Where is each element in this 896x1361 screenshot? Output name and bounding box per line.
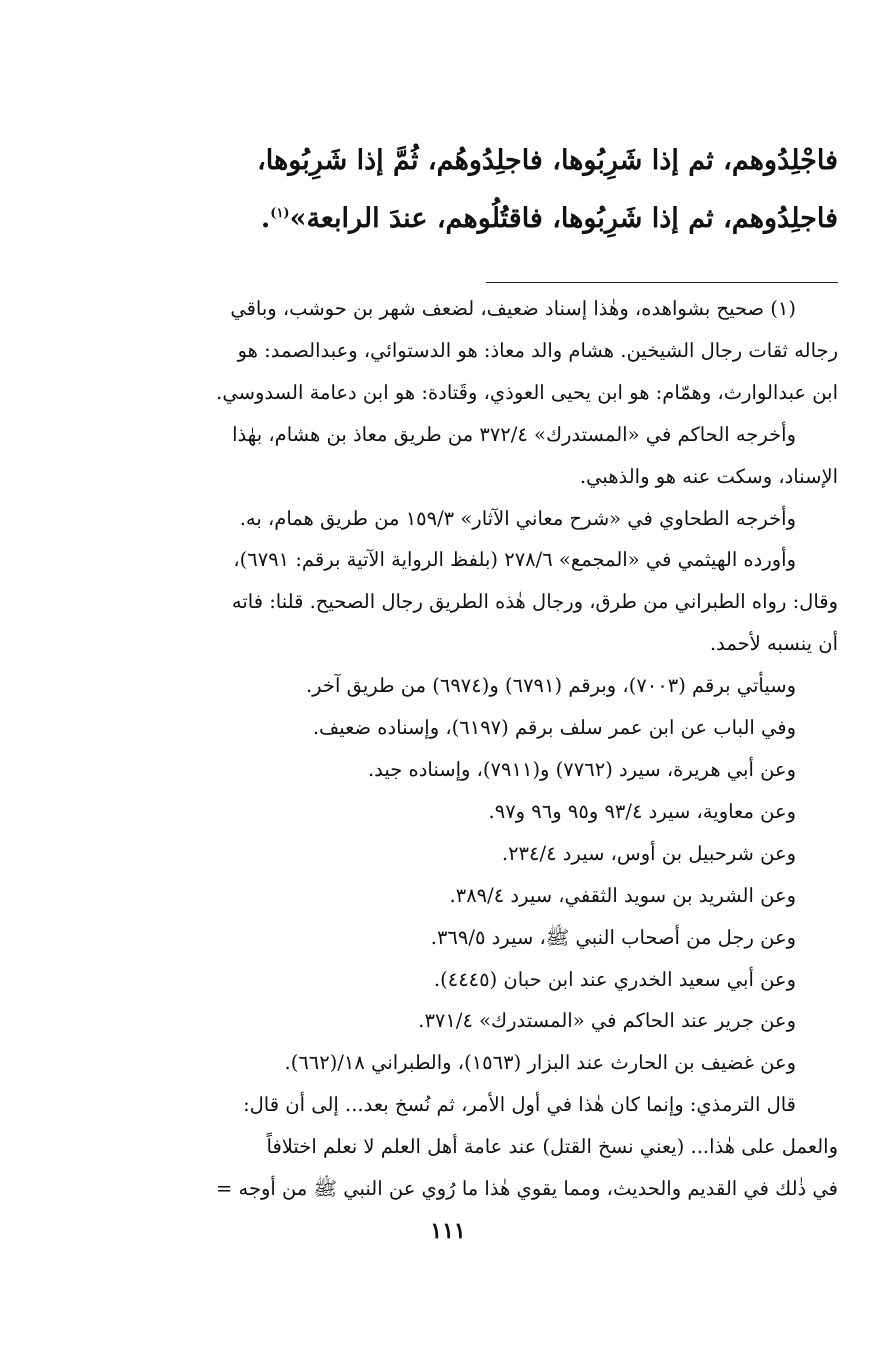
footnote-divider (486, 282, 838, 283)
footnote-line: وعن شرحبيل بن أوس، سيرد ٢٣٤/٤. (501, 841, 796, 865)
footnote-line: وعن الشريد بن سويد الثقفي، سيرد ٣٨٩/٤. (449, 883, 796, 907)
main-text-end-punct: . (260, 203, 271, 234)
footnote-line: في ذٰلك في القديم والحديث، ومما يقوي هٰذا ما رُوي عن النبي ﷺ من أوجه = (215, 1177, 838, 1201)
main-text (138, 132, 838, 248)
page-number: ١١١ (430, 1218, 466, 1244)
footnote-line: وعن أبي هريرة، سيرد (٧٧٦٢) و(٧٩١١)، وإسناده جيد. (367, 757, 796, 781)
footnote-line: وعن جرير عند الحاكم في «المستدرك» ٣٧١/٤. (418, 1009, 796, 1033)
footnote-line: وأورده الهيثمي في «المجمع» ٢٧٨/٦ (بلفظ الرواية الآتية برقم: ٦٧٩١)، (233, 548, 796, 572)
footnote-line: رجاله ثقات رجال الشيخين. هشام والد معاذ: هو الدستوائي، وعبدالصمد: هو (237, 338, 838, 362)
footnote-line: وسيأتي برقم (٧٠٠٣)، وبرقم (٦٧٩١) و(٦٩٧٤) من طريق آخر. (305, 674, 796, 698)
footnote-line: الإسناد، وسكت عنه هو والذهبي. (579, 464, 838, 488)
main-text-line-1: فاجْلِدُوهم، ثم إذا شَرِبُوها، فاجلِدُوهُم، ثُمَّ إذا شَرِبُوها، (257, 145, 838, 176)
footnote-line: قال الترمذي: وإنما كان هٰذا في أول الأمر، ثم نُسخ بعد... إلى أن قال: (243, 1093, 796, 1117)
footnote-line: وفي الباب عن ابن عمر سلف برقم (٦١٩٧)، وإسناده ضعيف. (312, 716, 796, 740)
footnote-marker: (١) (270, 206, 290, 221)
footnotes (138, 288, 838, 1210)
footnote-line: (١) صحيح بشواهده، وهٰذا إسناد ضعيف، لضعف شهر بن حوشب، وباقي (230, 297, 796, 320)
footnote-line: وأخرجه الحاكم في «المستدرك» ٣٧٢/٤ من طريق معاذ بن هشام، بهٰذا (232, 422, 796, 446)
footnote-line: وأخرجه الطحاوي في «شرح معاني الآثار» ١٥٩/٣ من طريق همام، به. (239, 506, 796, 530)
footnote-line: وعن معاوية، سيرد ٩٣/٤ و٩٥ و٩٦ و٩٧. (488, 799, 796, 823)
footnote-line: ابن عبدالوارث، وهمّام: هو ابن يحيى العوذي، وقَتادة: هو ابن دعامة السدوسي. (216, 380, 838, 404)
footnote-line: وعن رجل من أصحاب النبي ﷺ، سيرد ٣٦٩/٥. (430, 925, 796, 949)
footnote-line: وعن أبي سعيد الخدري عند ابن حبان (٤٤٤٥). (433, 967, 796, 991)
footnote-line: وقال: رواه الطبراني من طرق، ورجال هٰذه الطريق رجال الصحيح. قلنا: فاته (231, 590, 838, 614)
footnote-line: وعن غضيف بن الحارث عند البزار (١٥٦٣)، والطبراني ١٨/(٦٦٢). (284, 1051, 796, 1075)
main-text-line-2-text: فاجلِدُوهم، ثم إذا شَرِبُوها، فاقتُلُوهم، عندَ الرابعة» (289, 203, 838, 234)
footnote-line: والعمل على هٰذا... (يعني نسخ القتل) عند عامة أهل العلم لا نعلم اختلافاً (266, 1135, 838, 1159)
footnote-line: أن ينسبه لأحمد. (709, 632, 838, 656)
main-text-line-2 (138, 190, 838, 248)
